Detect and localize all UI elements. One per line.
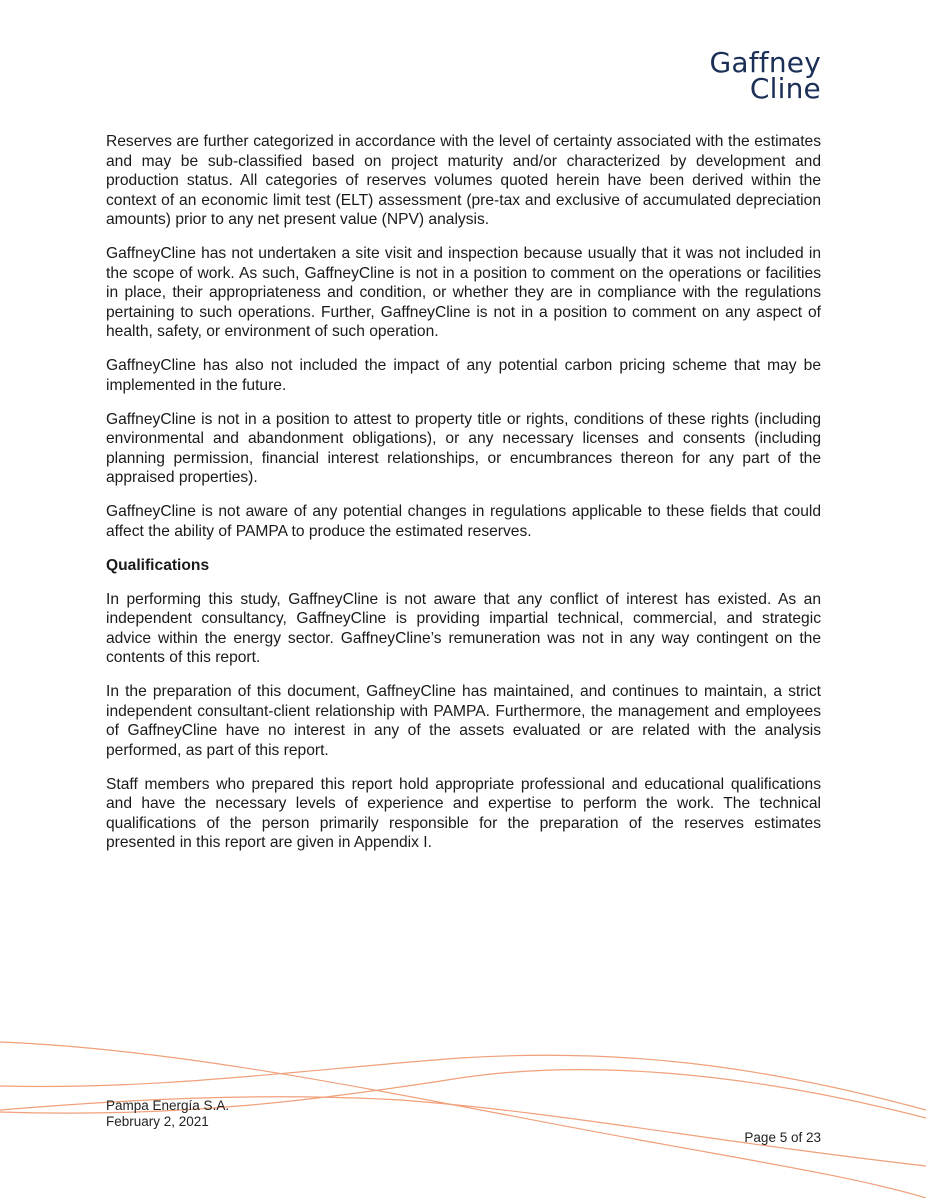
paragraph-reserves: Reserves are further categorized in accordance with the level of certainty associated with the estimates and may be sub-classified based on project maturity and/or characterized by development and production status. All categories of reserves volumes quoted herein have been derived within the context of an economic limit test (ELT) assessment (pre-tax and exclusive of accumulated depreciation amounts) prior to any net present value (NPV) analysis. — [106, 133, 821, 228]
paragraph-regulations: GaffneyCline is not aware of any potential changes in regulations applicable to these fields that could affect the ability of PAMPA to produce the estimated reserves. — [106, 503, 821, 540]
paragraph-conflict-of-interest: In performing this study, GaffneyCline is not aware that any conflict of interest has existed. As an independent consultancy, GaffneyCline is providing impartial technical, commercial, and strategic advice within the energy sector. GaffneyCline’s remuneration was not in any way contingent on the contents of this report. — [106, 590, 821, 666]
page-number: Page 5 of 23 — [744, 1130, 821, 1145]
paragraph-site-visit: GaffneyCline has not undertaken a site visit and inspection because usually that it was not included in the scope of work. As such, GaffneyCline is not in a position to comment on the operations or facilities in place, their appropriateness and condition, or whether they are in compliance with the regulations pertaining to such operations. Further, GaffneyCline is not in a position to comment on any aspect of health, safety, or environment of such operation. — [106, 245, 821, 340]
document-body — [106, 132, 821, 867]
footer-company-name: Pampa Energía S.A. — [106, 1098, 230, 1113]
footer-date: February 2, 2021 — [106, 1114, 209, 1129]
paragraph-property-title: GaffneyCline is not in a position to attest to property title or rights, conditions of these rights (including environmental and abandonment obligations), or any necessary licenses and consents (including planning permission, financial interest relationships, or encumbrances thereon for any part of the appraised properties). — [106, 410, 821, 486]
footer-company-info — [106, 1098, 229, 1130]
gaffneycline-logo — [709, 46, 821, 105]
paragraph-independence: In the preparation of this document, GaffneyCline has maintained, and continues to maintain, a strict independent consultant-client relationship with PAMPA. Furthermore, the management and employees of GaffneyCline have no interest in any of the assets evaluated or are related with the analysis performed, as part of this report. — [106, 683, 821, 759]
section-heading-qualifications: Qualifications — [106, 556, 210, 574]
paragraph-carbon-pricing: GaffneyCline has also not included the impact of any potential carbon pricing scheme that may be implemented in the future. — [106, 357, 821, 394]
logo-line-1: Gaffney — [709, 46, 821, 79]
paragraph-staff-qualifications: Staff members who prepared this report hold appropriate professional and educational qualifications and have the necessary levels of experience and expertise to perform the work. The technical qualifications of the person primarily responsible for the preparation of the reserves estimates presented in this report are given in Appendix I. — [106, 775, 821, 851]
logo-line-2: Cline — [749, 72, 821, 105]
